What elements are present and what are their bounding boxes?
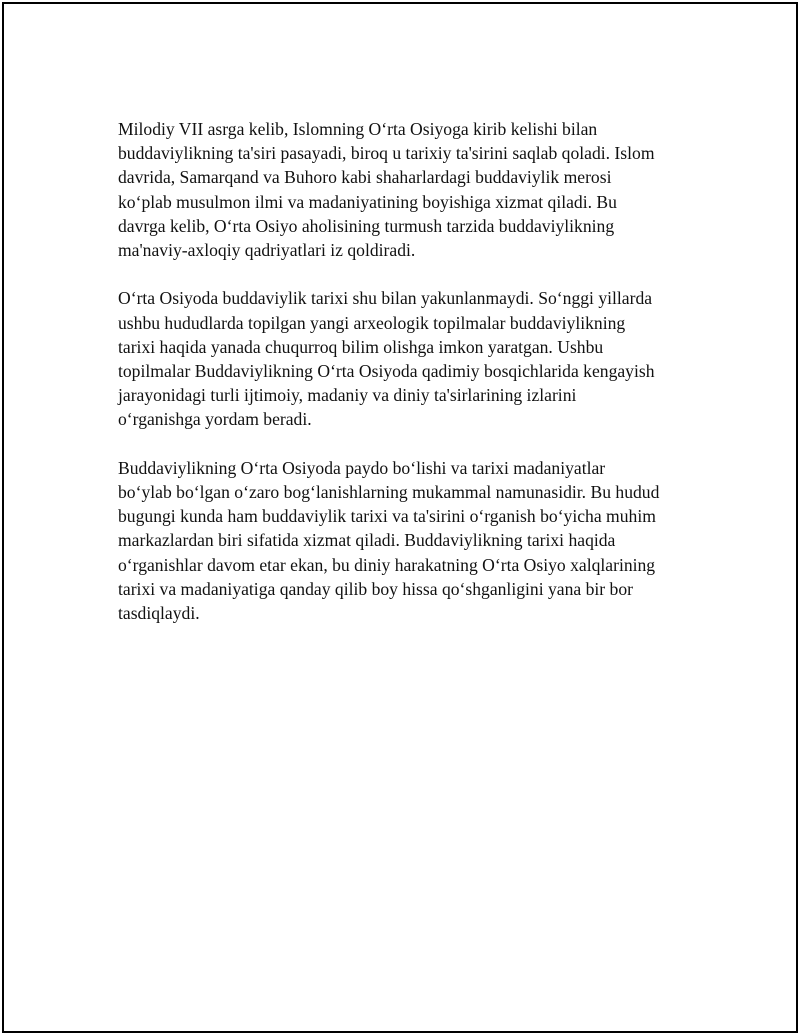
paragraph-line: markazlardan biri sifatida xizmat qiladi. Buddaviylikning tarixi haqida — [118, 530, 616, 551]
paragraph-line: davrida, Samarqand va Buhoro kabi shaharlardagi buddaviylik merosi — [118, 167, 612, 188]
paragraph-line: O‘rta Osiyoda buddaviylik tarixi shu bilan yakunlanmaydi. So‘nggi yillarda — [118, 288, 653, 309]
paragraph-line: o‘rganishlar davom etar ekan, bu diniy harakatning O‘rta Osiyo xalqlarining — [118, 554, 656, 575]
paragraph-line: davrga kelib, O‘rta Osiyo aholisining turmush tarzida buddaviylikning — [118, 215, 615, 236]
paragraph-line: ma'naviy-axloqiy qadriyatlari iz qoldiradi. — [118, 240, 416, 261]
paragraph-line: jarayonidagi turli ijtimoiy, madaniy va diniy ta'sirlarining izlarini — [118, 385, 577, 406]
paragraph-line: tarixi haqida yanada chuqurroq bilim olishga imkon yaratgan. Ushbu — [118, 336, 604, 357]
paragraph-line: ushbu hududlarda topilgan yangi arxeologik topilmalar buddaviylikning — [118, 312, 626, 333]
paragraph-3 — [118, 456, 698, 625]
paragraph-line: tasdiqlaydi. — [118, 603, 200, 624]
paragraph-line: ko‘plab musulmon ilmi va madaniyatining boyishiga xizmat qiladi. Bu — [118, 191, 617, 212]
paragraph-2 — [118, 286, 698, 431]
paragraph-line: bo‘ylab bo‘lgan o‘zaro bog‘lanishlarning mukammal namunasidir. Bu hudud — [118, 482, 660, 503]
paragraph-line: Milodiy VII asrga kelib, Islomning O‘rta Osiyoga kirib kelishi bilan — [118, 119, 598, 139]
paragraph-line: buddaviylikning ta'siri pasayadi, biroq u tarixiy ta'sirini saqlab qoladi. Islom — [118, 143, 655, 164]
paragraph-line: bugungi kunda ham buddaviylik tarixi va ta'sirini o‘rganish bo‘yicha muhim — [118, 506, 656, 527]
paragraph-line: topilmalar Buddaviylikning O‘rta Osiyoda qadimiy bosqichlarida kengayish — [118, 361, 655, 382]
paragraph-1 — [118, 117, 698, 262]
paragraph-line: tarixi va madaniyatiga qanday qilib boy hissa qo‘shganligini yana bir bor — [118, 578, 633, 599]
paragraph-line: Buddaviylikning O‘rta Osiyoda paydo bo‘lishi va tarixi madaniyatlar — [118, 457, 606, 478]
paragraph-line: o‘rganishga yordam beradi. — [118, 409, 312, 430]
document-body — [118, 117, 698, 649]
